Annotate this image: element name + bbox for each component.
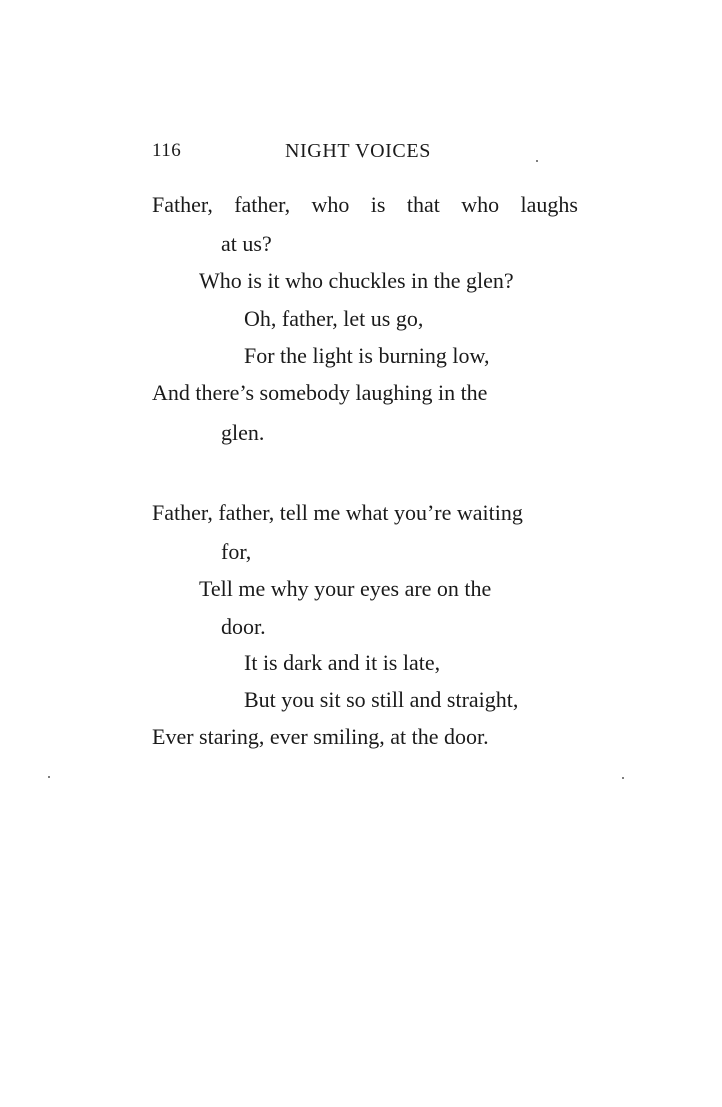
poem-line: at us? [221,231,272,256]
running-title: NIGHT VOICES [285,140,431,162]
poem-line: And there’s somebody laughing in the [152,380,488,405]
poem-line: Father, father, tell me what you’re waiting [152,500,523,525]
poem-line: It is dark and it is late, [244,650,441,675]
poem-line: But you sit so still and straight, [244,687,519,712]
poem-word: who [461,192,500,217]
poem-line: for, [221,539,252,564]
poem-line: For the light is burning low, [244,343,490,368]
paper-speck [48,776,50,778]
page-number: 116 [152,140,182,161]
poem-word: father, [234,192,291,217]
paper-speck [536,160,538,162]
poem-word: laughs [520,192,578,217]
poem-line: door. [221,614,266,639]
running-head [152,138,582,168]
poem-line: glen. [221,420,265,445]
poem-line: Tell me why your eyes are on the [199,576,492,601]
poem-line: Oh, father, let us go, [244,306,424,331]
paper-speck [622,777,624,779]
poem-word: who [311,192,350,217]
poem-word: Father, [152,192,213,217]
poem-word: is [370,192,386,217]
poem-line: Ever staring, ever smiling, at the door. [152,724,489,749]
poem-word: that [406,192,440,217]
poem-line: Who is it who chuckles in the glen? [199,268,514,293]
poem-line [152,190,578,220]
